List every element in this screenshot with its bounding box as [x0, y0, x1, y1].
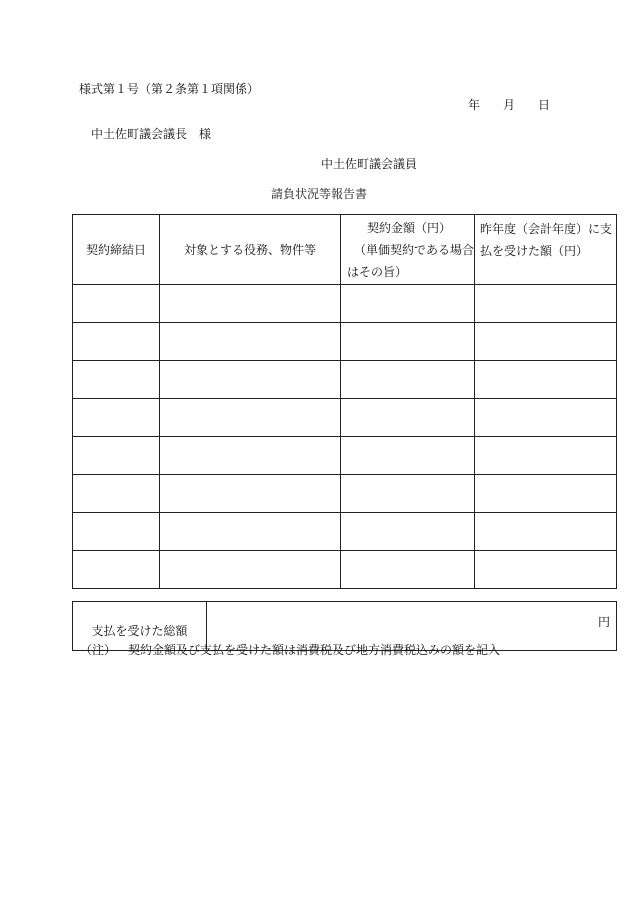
header-paid-line1: 昨年度（会計年度）に支 — [480, 222, 613, 236]
table-row — [73, 513, 617, 551]
date-day-label: 日 — [538, 98, 551, 112]
cell-subject[interactable] — [160, 323, 341, 361]
cell-contract-date[interactable] — [73, 475, 160, 513]
footnote-prefix: （注） — [80, 643, 117, 657]
cell-contract-amount[interactable] — [341, 551, 475, 589]
cell-contract-amount[interactable] — [341, 361, 475, 399]
cell-contract-date[interactable] — [73, 551, 160, 589]
header-paid-amount — [475, 215, 617, 285]
cell-contract-date[interactable] — [73, 361, 160, 399]
contract-report-table — [72, 214, 617, 589]
cell-paid-amount[interactable] — [475, 361, 617, 399]
header-subject: 対象とする役務、物件等 — [160, 215, 341, 285]
cell-contract-date[interactable] — [73, 399, 160, 437]
cell-subject[interactable] — [160, 437, 341, 475]
cell-paid-amount[interactable] — [475, 551, 617, 589]
cell-contract-date[interactable] — [73, 323, 160, 361]
table-header-row — [73, 215, 617, 285]
footnote — [80, 641, 500, 658]
cell-subject[interactable] — [160, 551, 341, 589]
header-contract-date: 契約締結日 — [73, 215, 160, 285]
form-number: 様式第１号（第２条第１項関係） — [79, 82, 260, 96]
document-title: 請負状況等報告書 — [271, 187, 368, 201]
footnote-text: 契約金額及び支払を受けた額は消費税及び地方消費税込みの額を記入 — [128, 643, 501, 657]
cell-paid-amount[interactable] — [475, 513, 617, 551]
cell-contract-date[interactable] — [73, 513, 160, 551]
cell-paid-amount[interactable] — [475, 285, 617, 323]
date-year-label: 年 — [468, 98, 481, 112]
table-row — [73, 361, 617, 399]
header-paid-line2: 払を受けた額（円） — [480, 244, 589, 258]
yen-unit-label: 円 — [597, 615, 610, 629]
cell-subject[interactable] — [160, 475, 341, 513]
date-month-label: 月 — [503, 98, 516, 112]
header-amount-line3: はその旨） — [347, 264, 408, 279]
table-row — [73, 399, 617, 437]
table-row — [73, 437, 617, 475]
cell-subject[interactable] — [160, 285, 341, 323]
date-line — [468, 96, 550, 113]
cell-paid-amount[interactable] — [475, 399, 617, 437]
header-amount-line2: （単価契約である場合 — [354, 242, 475, 257]
cell-subject[interactable] — [160, 361, 341, 399]
sender: 中土佐町議会議員 — [321, 157, 418, 171]
cell-contract-amount[interactable] — [341, 323, 475, 361]
cell-contract-amount[interactable] — [341, 399, 475, 437]
cell-contract-date[interactable] — [73, 285, 160, 323]
header-amount-line1: 契約金額（円） — [367, 220, 452, 235]
cell-contract-amount[interactable] — [341, 437, 475, 475]
total-paid-label: 支払を受けた総額 — [73, 602, 207, 651]
cell-contract-amount[interactable] — [341, 513, 475, 551]
cell-paid-amount[interactable] — [475, 437, 617, 475]
table-row — [73, 475, 617, 513]
cell-paid-amount[interactable] — [475, 475, 617, 513]
cell-contract-amount[interactable] — [341, 475, 475, 513]
addressee: 中土佐町議会議長 様 — [91, 127, 212, 141]
table-row — [73, 551, 617, 589]
cell-subject[interactable] — [160, 513, 341, 551]
cell-paid-amount[interactable] — [475, 323, 617, 361]
header-contract-amount — [341, 215, 475, 285]
table-row — [73, 323, 617, 361]
cell-contract-date[interactable] — [73, 437, 160, 475]
cell-contract-amount[interactable] — [341, 285, 475, 323]
table-row — [73, 285, 617, 323]
cell-subject[interactable] — [160, 399, 341, 437]
